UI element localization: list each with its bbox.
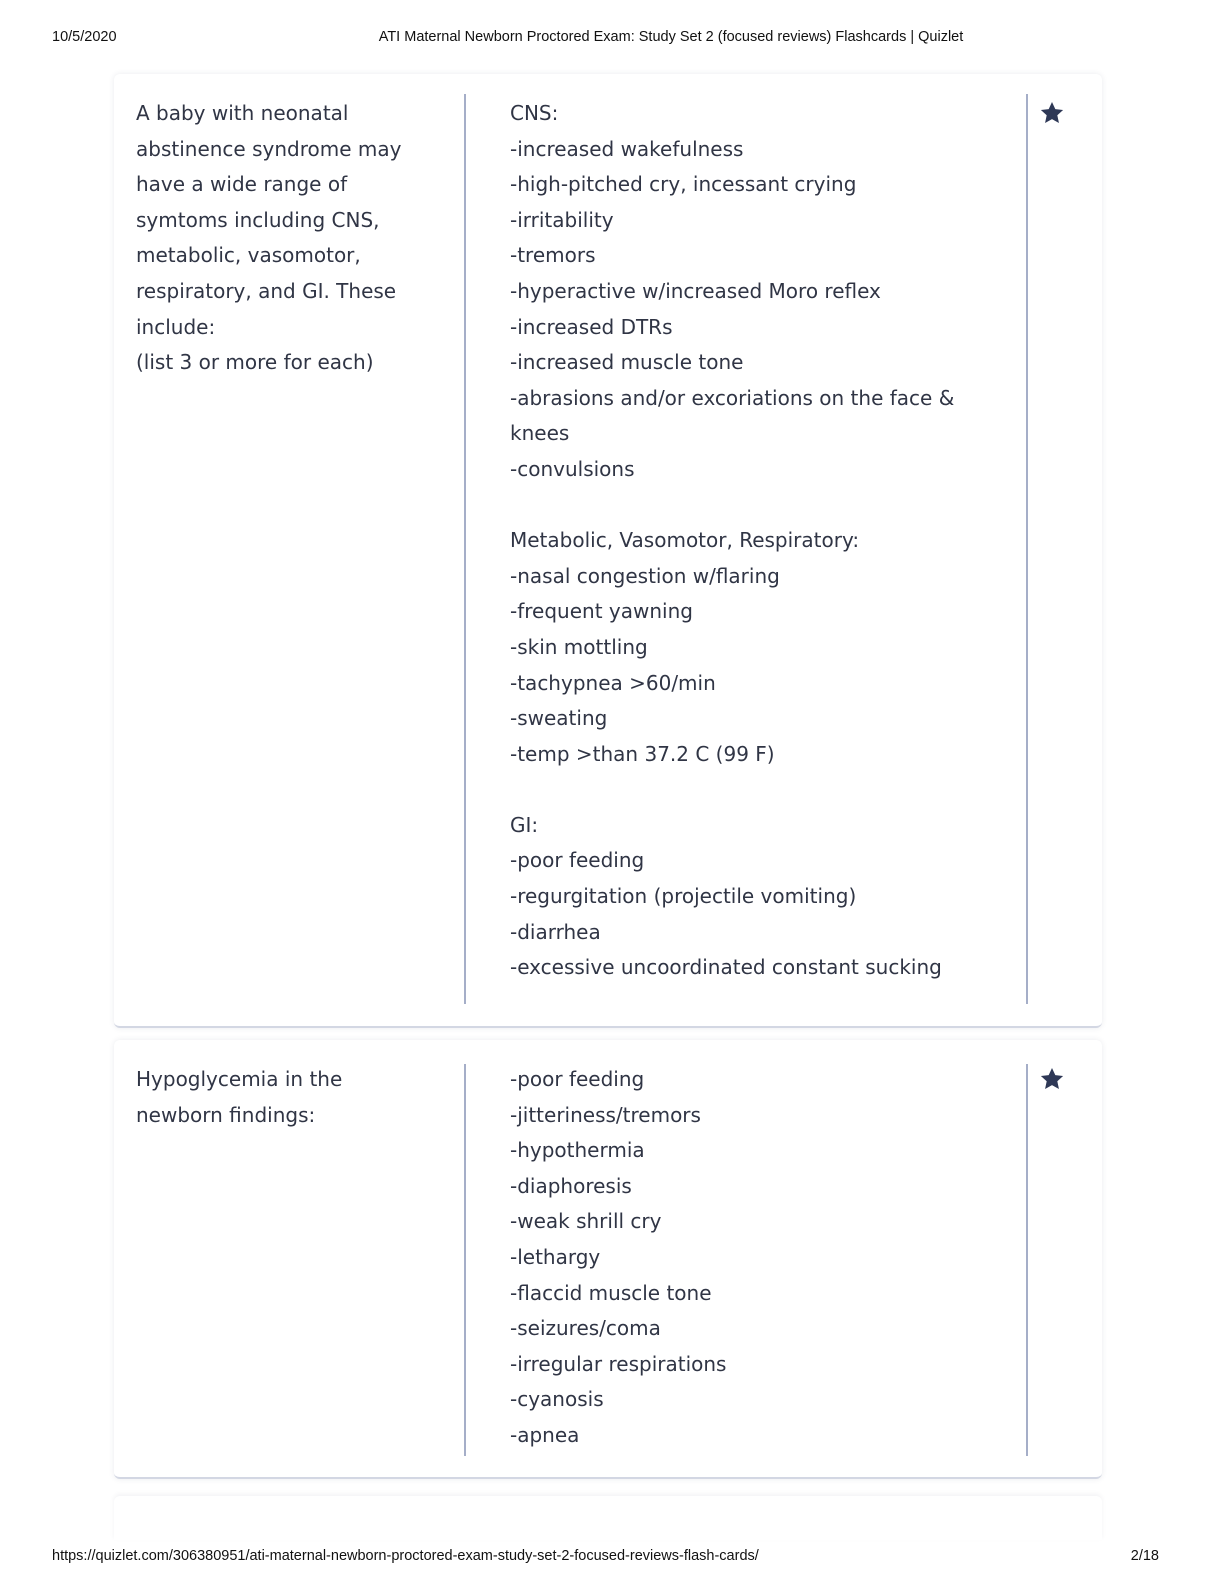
term-divider [464,1064,466,1456]
next-flashcard-partial [114,1496,1102,1540]
page-url: https://quizlet.com/306380951/ati-maternal-newborn-proctored-exam-study-set-2-focused-reviews-flash-cards/ [52,1548,759,1564]
definition-divider [1026,1064,1028,1456]
flashcard [114,1040,1102,1479]
star-icon[interactable] [1039,1066,1065,1092]
print-page-title: ATI Maternal Newborn Proctored Exam: Study Set 2 (focused reviews) Flashcards | Quizlet [378,29,964,45]
term-divider [464,94,466,1004]
print-footer [0,1548,1224,1568]
flashcard-definition: -poor feeding -jitteriness/tremors -hypothermia -diaphoresis -weak shrill cry -lethargy -flaccid muscle tone -seizures/coma -irregular respirations -cyanosis -apnea [510,1067,727,1447]
star-icon[interactable] [1039,100,1065,126]
print-header [0,29,1224,49]
definition-divider [1026,94,1028,1004]
flashcard-definition: CNS: -increased wakefulness -high-pitched cry, incessant crying -irritability -tremors -hyperactive w/increased Moro reflex -increased DTRs -increased muscle tone -abrasions and/or excoriations on the face & knees -convulsions Metabolic, Vasomotor, Respiratory: -nasal congestion w/flaring -frequent yawning -skin mottling -tachypnea >60/min -sweating -temp >than 37.2 C (99 F) GI: -poor feeding -regurgitation (projectile vomiting) -diarrhea -excessive uncoordinated constant sucking [510,101,955,980]
flashcard [114,74,1102,1028]
flashcard-term: Hypoglycemia in the newborn findings: [136,1067,343,1127]
print-date: 10/5/2020 [52,29,117,45]
page-number: 2/18 [1130,1548,1159,1564]
flashcard-term: A baby with neonatal abstinence syndrome may have a wide range of symtoms including CNS, metabolic, vasomotor, respiratory, and GI. These include: (list 3 or more for each) [136,101,402,375]
